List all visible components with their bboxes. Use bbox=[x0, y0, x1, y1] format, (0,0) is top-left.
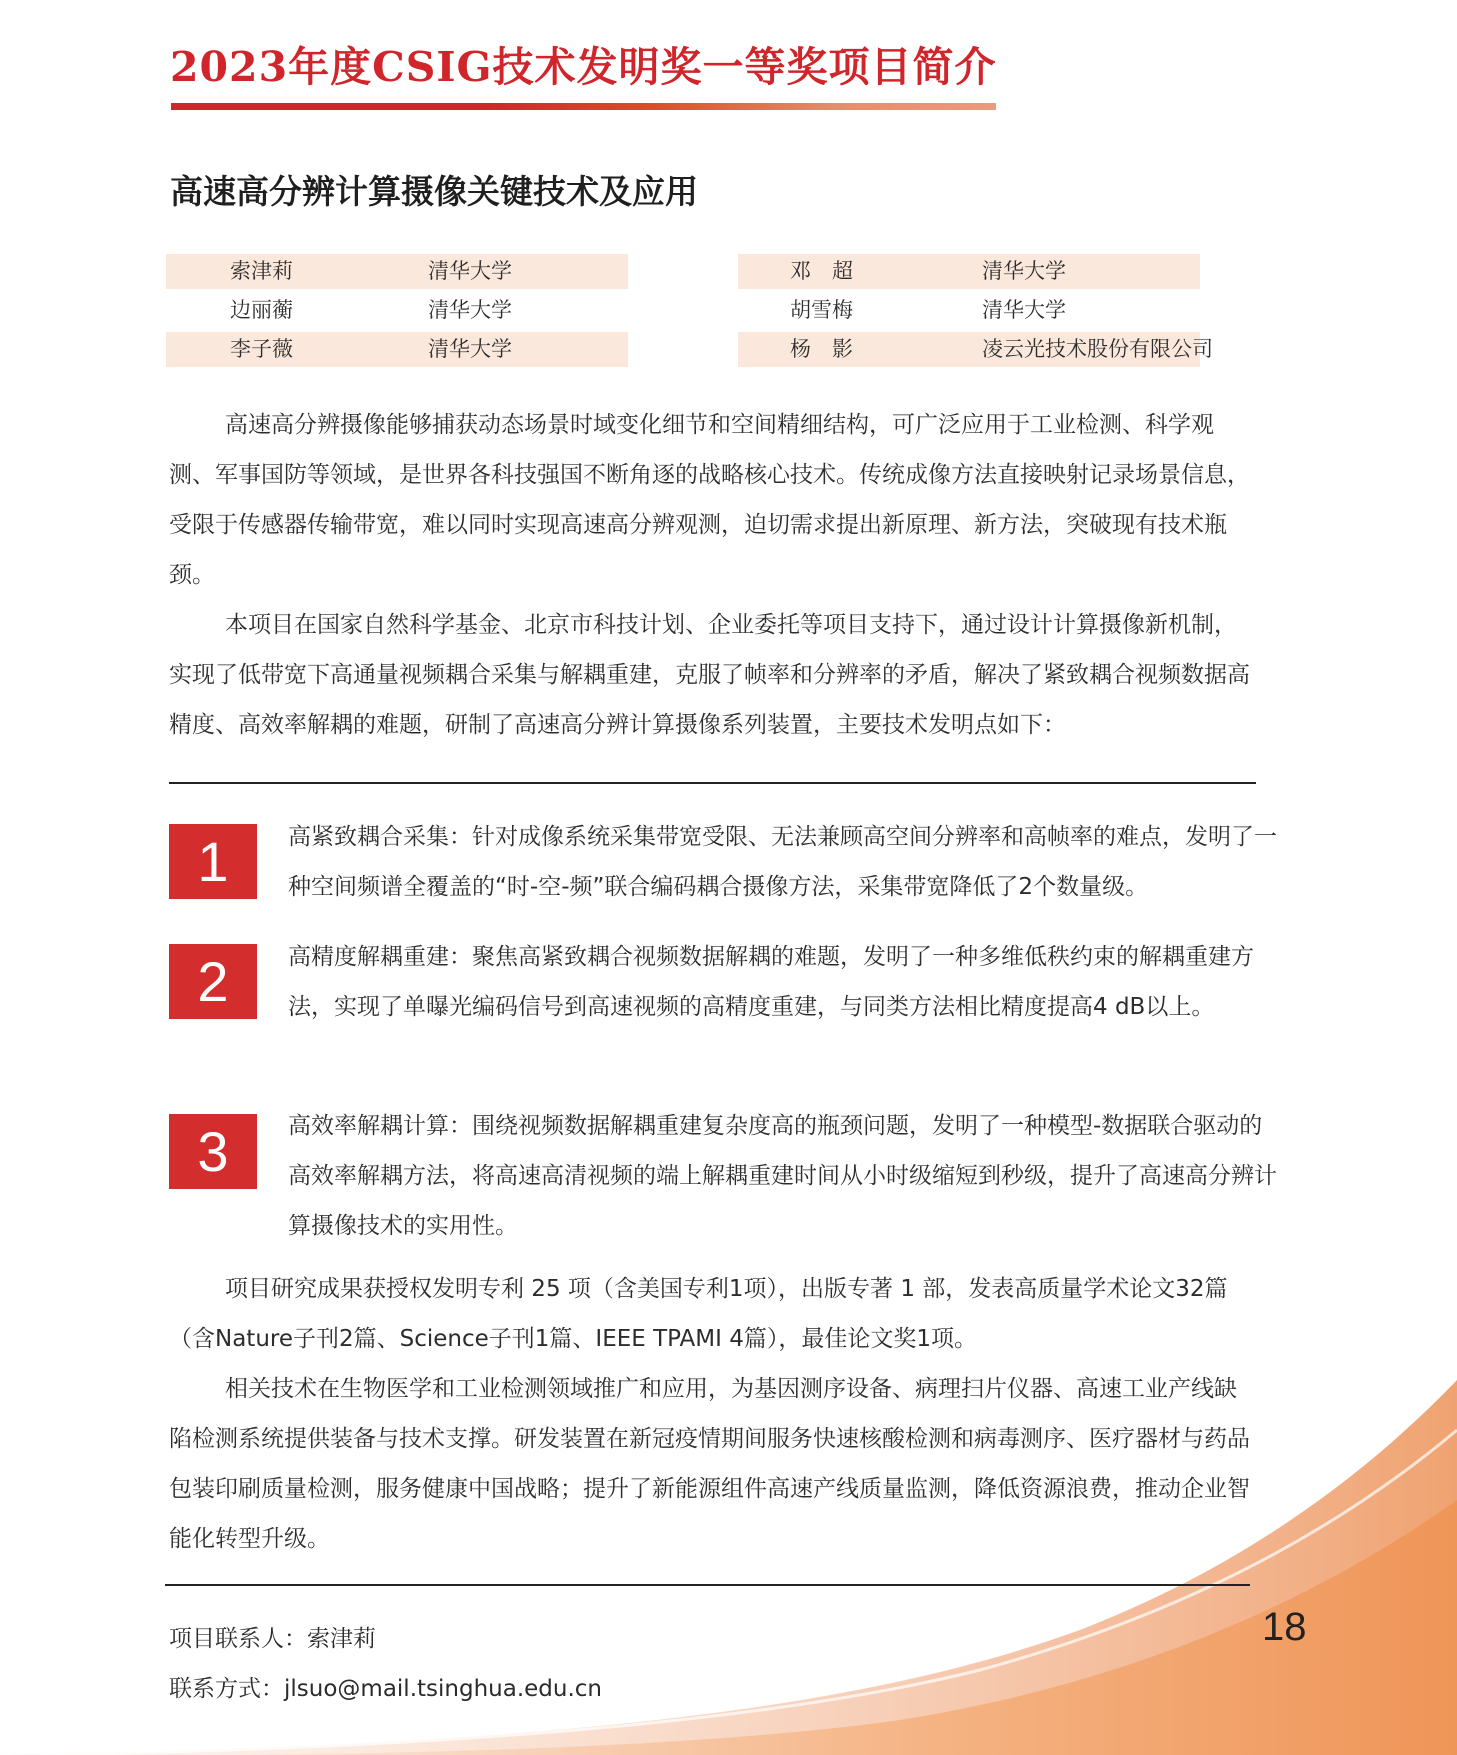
invention-number-badge: 2 bbox=[169, 944, 257, 1019]
member-org: 清华大学 bbox=[982, 259, 1066, 283]
contact-email: 联系方式：jlsuo@mail.tsinghua.edu.cn bbox=[169, 1676, 602, 1702]
outcomes-paragraph-text: 项目研究成果获授权发明专利 25 项（含美国专利1项），出版专著 1 部，发表高质量学术论文32篇（含Nature子刊2篇、Science子刊1篇、IEEE TPAMI 4篇），最佳论文奖1项。 bbox=[169, 1276, 1228, 1352]
intro-paragraph bbox=[169, 400, 1259, 600]
header-underline bbox=[171, 103, 996, 110]
member-org: 清华大学 bbox=[428, 259, 512, 283]
footer-divider bbox=[165, 1584, 1250, 1586]
member-org: 凌云光技术股份有限公司 bbox=[982, 337, 1213, 361]
invention-description: 高精度解耦重建：聚焦高紧致耦合视频数据解耦的难题，发明了一种多维低秩约束的解耦重建方法，实现了单曝光编码信号到高速视频的高精度重建，与同类方法相比精度提高4 dB以上。 bbox=[288, 944, 1254, 1020]
team-row bbox=[166, 332, 628, 367]
intro-paragraph bbox=[169, 600, 1259, 750]
invention-number-badge: 3 bbox=[169, 1114, 257, 1189]
member-org: 清华大学 bbox=[428, 298, 512, 322]
outcomes-paragraph bbox=[169, 1264, 1259, 1364]
header-title: 2023年度CSIG技术发明奖一等奖项目简介 bbox=[170, 43, 997, 91]
team-row bbox=[738, 332, 1213, 367]
member-org: 清华大学 bbox=[982, 298, 1066, 322]
member-org: 清华大学 bbox=[428, 337, 512, 361]
team-row bbox=[738, 254, 1200, 289]
member-name: 边丽蘅 bbox=[230, 298, 293, 322]
outcomes-paragraph bbox=[169, 1364, 1259, 1564]
intro-paragraph-text: 本项目在国家自然科学基金、北京市科技计划、企业委托等项目支持下，通过设计计算摄像新机制，实现了低带宽下高通量视频耦合采集与解耦重建，克服了帧率和分辨率的矛盾，解决了紧致耦合视频数据高精度、高效率解耦的难题，研制了高速高分辨计算摄像系列装置，主要技术发明点如下： bbox=[169, 612, 1250, 738]
outcomes-paragraph-text: 相关技术在生物医学和工业检测领域推广和应用，为基因测序设备、病理扫片仪器、高速工业产线缺陷检测系统提供装备与技术支撑。研发装置在新冠疫情期间服务快速核酸检测和病毒测序、医疗器材与药品包装印刷质量检测，服务健康中国战略；提升了新能源组件高速产线质量监测，降低资源浪费，推动企业智能化转型升级。 bbox=[169, 1376, 1250, 1552]
contact-person: 项目联系人：索津莉 bbox=[169, 1626, 376, 1652]
member-name: 胡雪梅 bbox=[790, 298, 853, 322]
invention-description: 高效率解耦计算：围绕视频数据解耦重建复杂度高的瓶颈问题，发明了一种模型-数据联合驱动的高效率解耦方法，将高速高清视频的端上解耦重建时间从小时级缩短到秒级，提升了高速高分辨计算摄像技术的实用性。 bbox=[288, 1113, 1277, 1239]
intro-paragraph-text: 高速高分辨摄像能够捕获动态场景时域变化细节和空间精细结构，可广泛应用于工业检测、科学观测、军事国防等领域，是世界各科技强国不断角逐的战略核心技术。传统成像方法直接映射记录场景信息，受限于传感器传输带宽，难以同时实现高速高分辨观测，迫切需求提出新原理、新方法，突破现有技术瓶颈。 bbox=[169, 412, 1250, 588]
team-row bbox=[166, 293, 628, 328]
member-name: 李子薇 bbox=[230, 337, 293, 361]
team-members-table bbox=[166, 254, 1213, 371]
member-name: 邓 超 bbox=[790, 259, 853, 283]
team-row bbox=[738, 293, 1200, 328]
invention-description: 高紧致耦合采集：针对成像系统采集带宽受限、无法兼顾高空间分辨率和高帧率的难点，发明了一种空间频谱全覆盖的“时-空-频”联合编码耦合摄像方法，采集带宽降低了2个数量级。 bbox=[288, 824, 1277, 900]
invention-number-badge: 1 bbox=[169, 824, 257, 899]
team-row bbox=[166, 254, 628, 289]
member-name: 索津莉 bbox=[230, 259, 293, 283]
member-name: 杨 影 bbox=[790, 337, 853, 361]
section-divider bbox=[169, 782, 1256, 784]
page-number: 18 bbox=[1262, 1605, 1307, 1649]
project-title: 高速高分辨计算摄像关键技术及应用 bbox=[170, 172, 698, 211]
